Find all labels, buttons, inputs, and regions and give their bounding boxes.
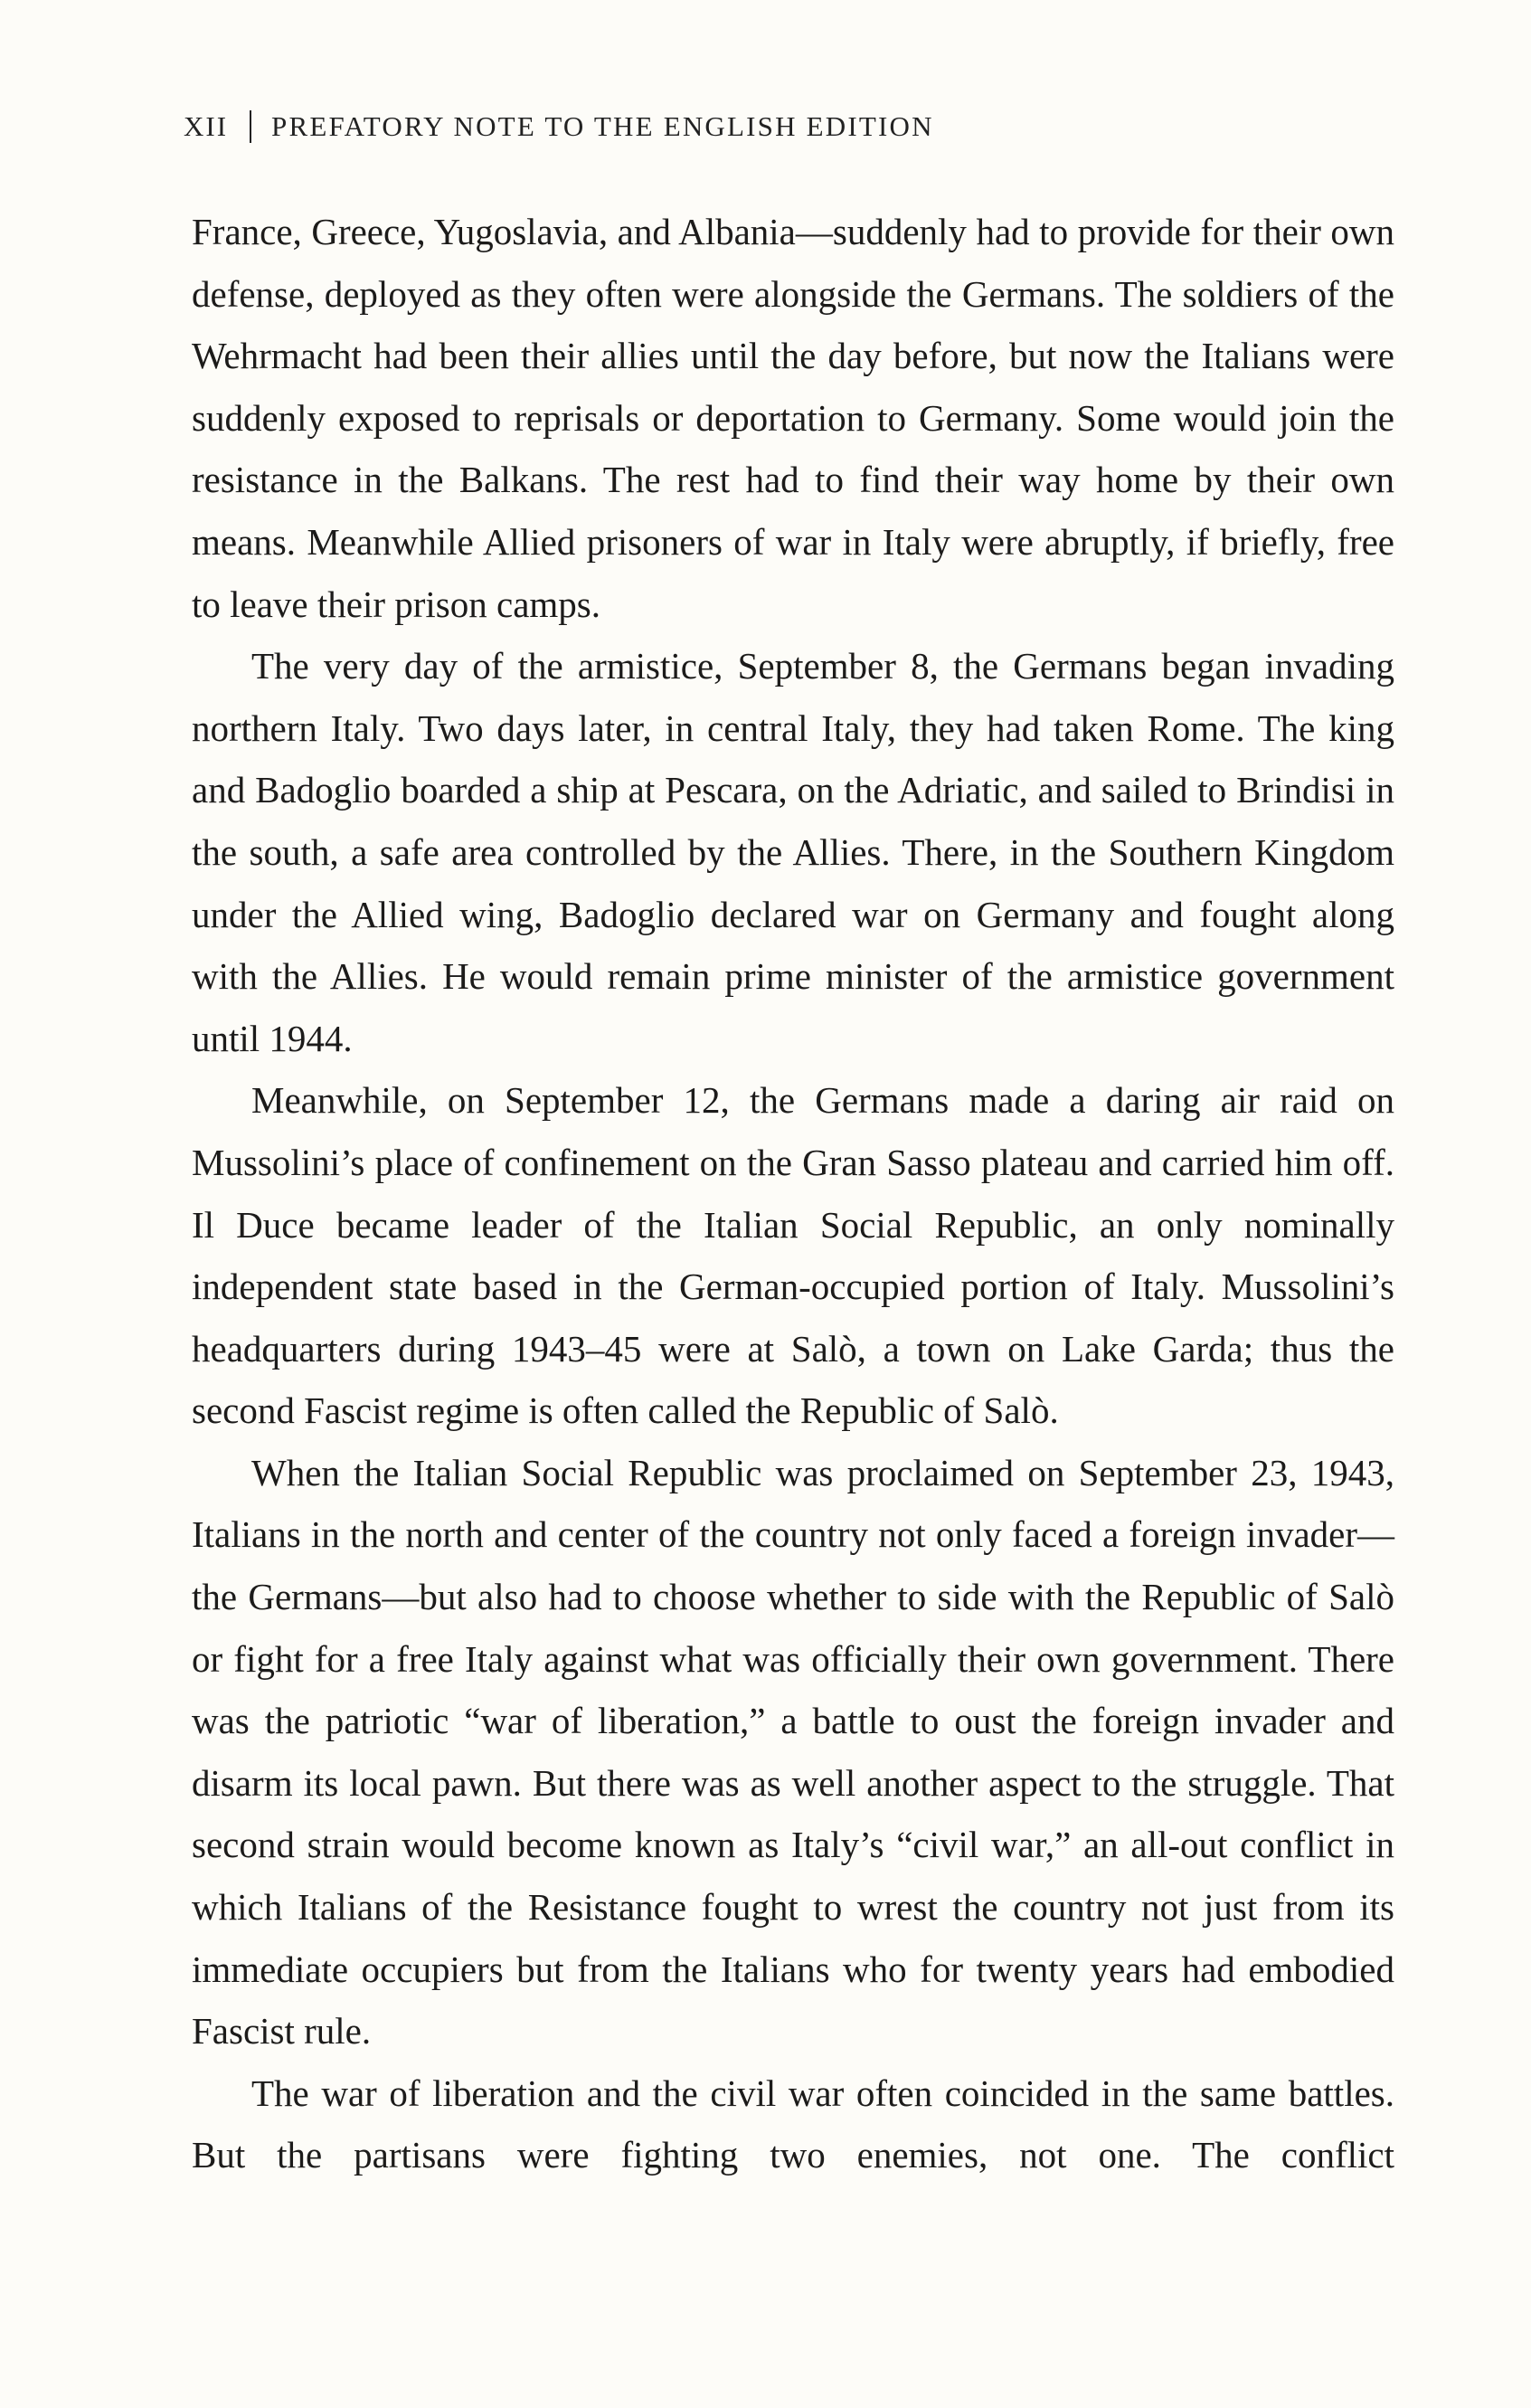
body-text: [192, 201, 1394, 2186]
paragraph: Meanwhile, on September 12, the Germans made a daring air raid on Mussolini’s place of confinement on the Gran Sasso plateau and carried him off. Il Duce became leader of the Italian Social Republic, an only nominally independent state based in the German-occupied portion of Italy. Mussolini’s headquarters during 1943–45 were at Salò, a town on Lake Garda; thus the second Fascist regime is often called the Republic of Salò.: [192, 1079, 1394, 1432]
paragraph-continued: France, Greece, Yugoslavia, and Albania—suddenly had to provide for their own defense, deployed as they often were alongside the Germans. The soldiers of the Wehrmacht had been their allies until the day before, but now the Italians were suddenly exposed to reprisals or deportation to Germany. Some would join the resistance in the Balkans. The rest had to find their way home by their own means. Meanwhile Allied prisoners of war in Italy were abruptly, if briefly, free to leave their prison camps.: [192, 211, 1394, 625]
paragraph: The very day of the armistice, September 8, the Germans began invading northern Italy. Two days later, in central Italy, they had taken Rome. The king and Badoglio boarded a ship at Pescara, on the Adriatic, and sailed to Brindisi in the south, a safe area controlled by the Allies. There, in the Southern Kingdom under the Allied wing, Badoglio declared war on Germany and fought along with the Allies. He would remain prime minister of the armistice government until 1944.: [192, 645, 1394, 1059]
paragraph: When the Italian Social Republic was proclaimed on September 23, 1943, Italians in the north and center of the country not only faced a foreign invader—the Germans—but also had to choose whether to side with the Republic of Salò or fight for a free Italy against what was officially their own government. There was the patriotic “war of liberation,” a battle to oust the foreign invader and disarm its local pawn. But there was as well another aspect to the struggle. That second strain would become known as Italy’s “civil war,” an all-out conflict in which Italians of the Resistance fought to wrest the country not just from its immediate occupiers but from the Italians who for twenty years had embodied Fascist rule.: [192, 1451, 1394, 2052]
paragraph-continues: The war of liberation and the civil war often coincided in the same battles. But the partisans were fighting two enemies, not one. The conflict: [192, 2071, 1394, 2176]
running-head-title: PREFATORY NOTE TO THE ENGLISH EDITION: [271, 110, 934, 142]
header-divider: [250, 110, 251, 143]
running-head: [184, 110, 934, 143]
page-number: XII: [184, 110, 229, 142]
